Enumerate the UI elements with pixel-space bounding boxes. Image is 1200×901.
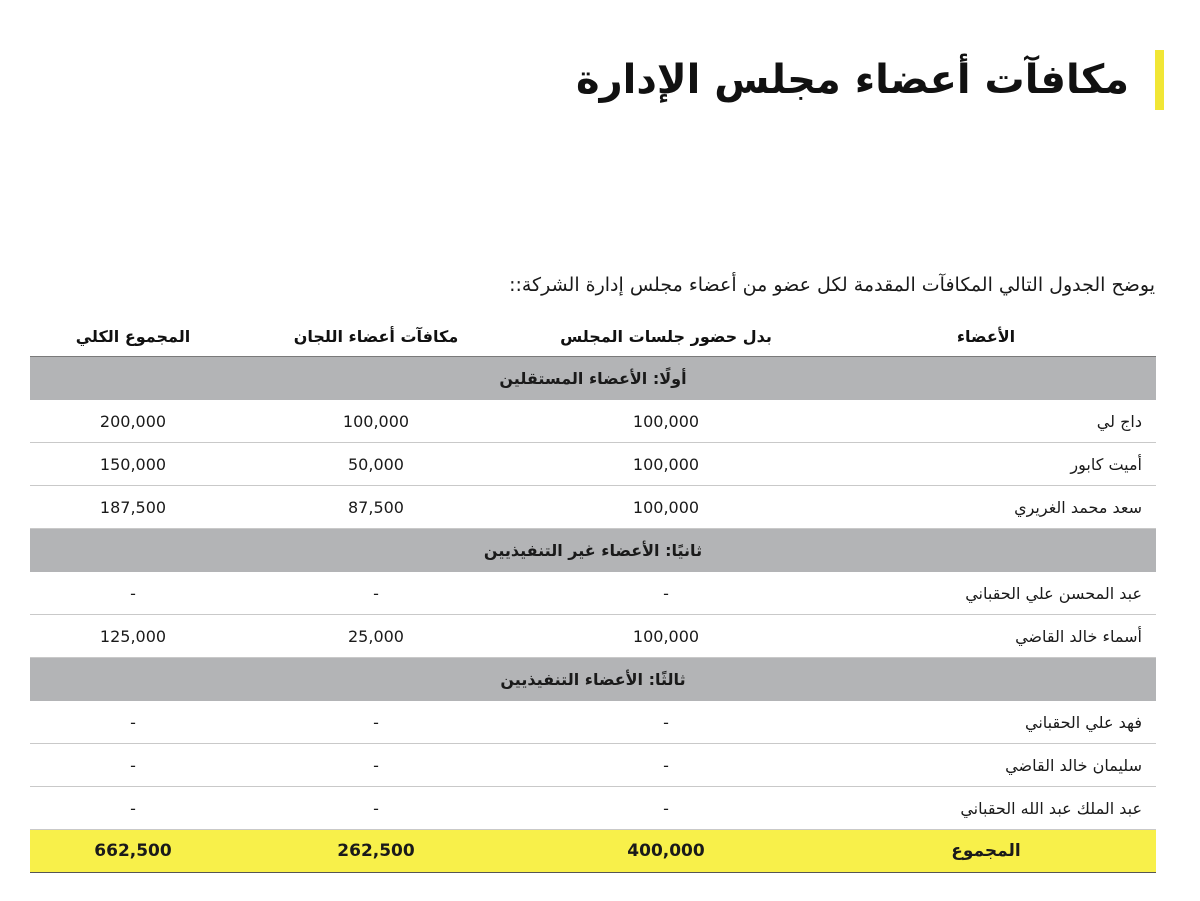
header-members: الأعضاء (816, 316, 1156, 357)
committees-cell: - (236, 744, 516, 787)
table-row (30, 787, 1156, 830)
total-cell: 187,500 (30, 486, 236, 529)
total-cell: 150,000 (30, 443, 236, 486)
member-name: أسماء خالد القاضي (816, 615, 1156, 658)
accent-bar (1155, 50, 1164, 110)
totals-label: المجموع (816, 830, 1156, 873)
totals-committees: 262,500 (236, 830, 516, 873)
totals-attendance: 400,000 (516, 830, 816, 873)
attendance-cell: 100,000 (516, 443, 816, 486)
committees-cell: - (236, 701, 516, 744)
remuneration-table (30, 316, 1156, 873)
table-row (30, 486, 1156, 529)
attendance-cell: 100,000 (516, 486, 816, 529)
committees-cell: - (236, 787, 516, 830)
member-name: سليمان خالد القاضي (816, 744, 1156, 787)
title-block (576, 50, 1164, 110)
total-cell: - (30, 701, 236, 744)
attendance-cell: 100,000 (516, 615, 816, 658)
page-title: مكافآت أعضاء مجلس الإدارة (576, 57, 1129, 103)
member-name: عبد المحسن علي الحقباني (816, 572, 1156, 615)
totals-row (30, 830, 1156, 873)
table-row (30, 400, 1156, 443)
member-name: أميت كابور (816, 443, 1156, 486)
committees-cell: 50,000 (236, 443, 516, 486)
committees-cell: 25,000 (236, 615, 516, 658)
table-row (30, 615, 1156, 658)
group-row (30, 357, 1156, 400)
table-row (30, 443, 1156, 486)
table-row (30, 572, 1156, 615)
member-name: داج لي (816, 400, 1156, 443)
total-cell: - (30, 787, 236, 830)
totals-total: 662,500 (30, 830, 236, 873)
group-title: ثالثًا: الأعضاء التنفيذيين (30, 658, 1156, 701)
committees-cell: 100,000 (236, 400, 516, 443)
attendance-cell: 100,000 (516, 400, 816, 443)
member-name: عبد الملك عبد الله الحقباني (816, 787, 1156, 830)
total-cell: 200,000 (30, 400, 236, 443)
total-cell: 125,000 (30, 615, 236, 658)
attendance-cell: - (516, 701, 816, 744)
member-name: فهد علي الحقباني (816, 701, 1156, 744)
committees-cell: 87,500 (236, 486, 516, 529)
header-attendance: بدل حضور جلسات المجلس (516, 316, 816, 357)
attendance-cell: - (516, 572, 816, 615)
table-row (30, 701, 1156, 744)
table-row (30, 744, 1156, 787)
group-title: ثانيًا: الأعضاء غير التنفيذيين (30, 529, 1156, 572)
group-title: أولًا: الأعضاء المستقلين (30, 357, 1156, 400)
header-row (30, 316, 1156, 357)
total-cell: - (30, 572, 236, 615)
group-row (30, 658, 1156, 701)
intro-text: يوضح الجدول التالي المكافآت المقدمة لكل عضو من أعضاء مجلس إدارة الشركة:: (509, 274, 1155, 296)
group-row (30, 529, 1156, 572)
attendance-cell: - (516, 744, 816, 787)
attendance-cell: - (516, 787, 816, 830)
committees-cell: - (236, 572, 516, 615)
total-cell: - (30, 744, 236, 787)
header-committees: مكافآت أعضاء اللجان (236, 316, 516, 357)
member-name: سعد محمد الغريري (816, 486, 1156, 529)
header-total: المجموع الكلي (30, 316, 236, 357)
